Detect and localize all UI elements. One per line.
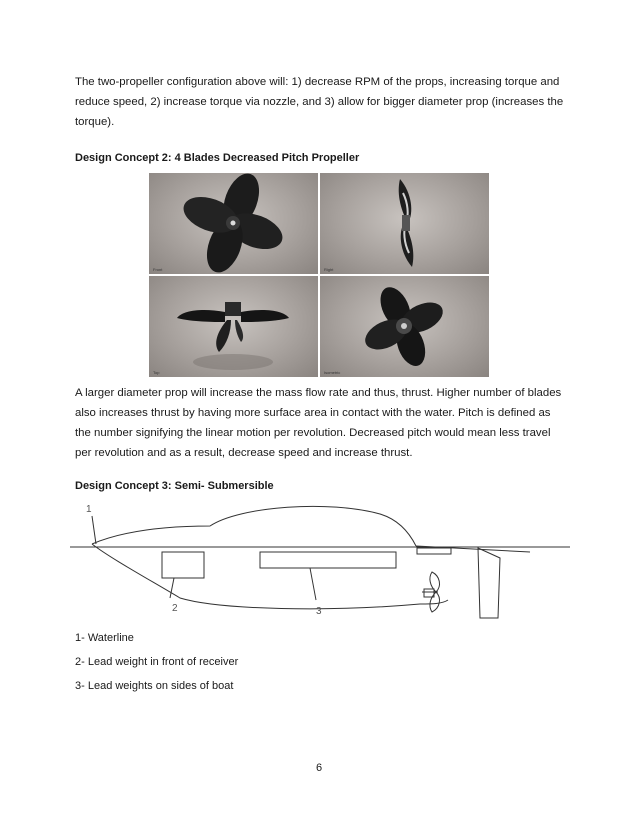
callout-2: 2 [172,603,178,614]
propeller-side-image [320,173,489,274]
callout-3-leader [310,568,316,600]
propeller-front-image [149,173,318,274]
concept2-paragraph: A larger diameter prop will increase the mass flow rate and thus, thrust. Higher number of blades also increases thrust by having more surface area in contact with the water. Pitch is defined as the number signifying the linear motion per revolution. Decreased pitch would mean less travel per revolution and as a result, decrease speed and increase thrust. [75,387,562,459]
propeller-top-image [149,276,318,377]
page-number: 6 [315,762,323,774]
propeller-side-view [320,173,489,274]
semi-submersible-diagram [70,500,570,630]
view-label-right: Right [324,267,334,272]
lead-weights-side [260,552,396,568]
view-label-isometric: Isometric [324,370,341,375]
propeller-top-view [149,276,318,377]
callout-2-leader [170,578,174,598]
legend-item-3: 3- Lead weights on sides of boat [75,680,234,692]
callout-1-leader [92,516,96,544]
legend-item-2: 2- Lead weight in front of receiver [75,656,239,668]
intro-paragraph: The two-propeller configuration above will: 1) decrease RPM of the props, increasing torque and reduce speed, 2) increase torque via nozzle, and 3) allow for bigger diameter prop (increases the torque). [75,76,564,128]
stern-block [417,548,451,554]
prop-blade-bottom [430,592,440,612]
propeller-render-grid [149,173,489,377]
rudder [478,548,500,618]
view-label-front: Front [153,267,163,272]
lead-weight-front [162,552,204,578]
view-label-top: Top [153,370,160,375]
callout-1: 1 [86,504,92,515]
propeller-iso-image [320,276,489,377]
concept3-heading: Design Concept 3: Semi- Submersible [75,480,274,492]
hull-top [92,506,416,546]
hull-bottom [92,544,448,609]
concept2-heading: Design Concept 2: 4 Blades Decreased Pitch Propeller [75,152,360,164]
propeller-iso-view [320,276,489,377]
propeller-front-view [149,173,318,274]
legend-item-1: 1- Waterline [75,632,134,644]
callout-3: 3 [316,606,322,617]
